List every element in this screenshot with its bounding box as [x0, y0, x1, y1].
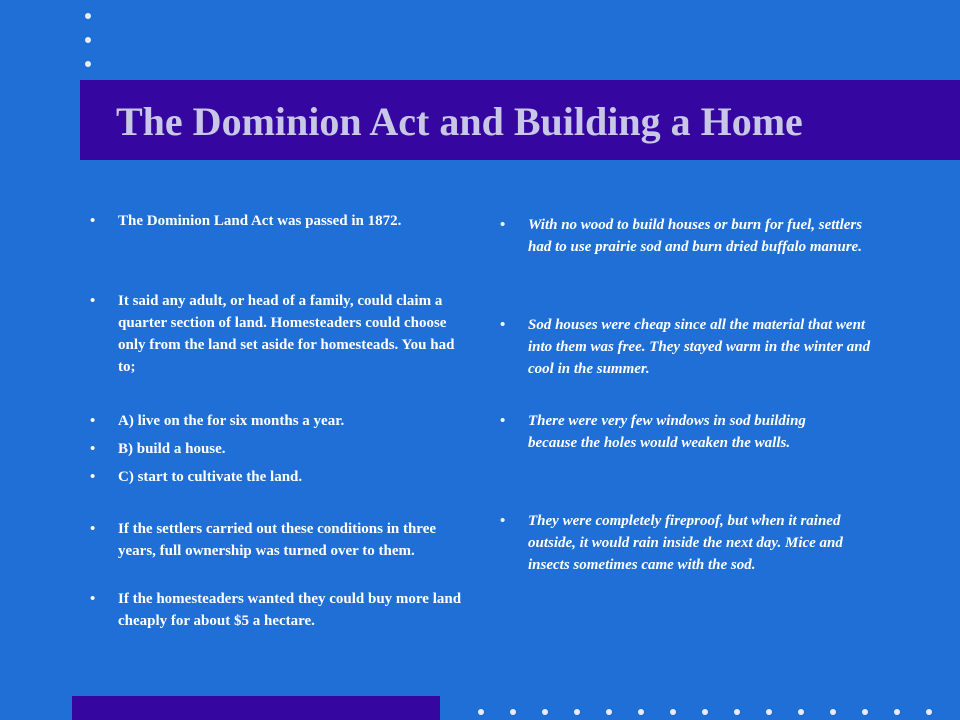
list-item: [90, 466, 485, 488]
bullet-mark: •: [90, 293, 96, 309]
bullet-mark: •: [90, 441, 96, 457]
bullet-text: With no wood to build houses or burn for fuel, settlers had to use prairie sod and burn dried buffalo manure.: [528, 217, 863, 255]
list-item: [90, 410, 485, 432]
decor-dot: [638, 709, 644, 715]
decor-dot: [894, 709, 900, 715]
decor-dot: [798, 709, 804, 715]
decor-dot: [734, 709, 740, 715]
bullet-mark: •: [90, 591, 96, 607]
bullet-mark: •: [500, 217, 506, 233]
decor-dot: [574, 709, 580, 715]
decor-dot: [85, 13, 91, 19]
bullet-mark: •: [500, 513, 506, 529]
decor-dot: [606, 709, 612, 715]
list-item: [90, 518, 485, 562]
list-item: [500, 510, 885, 576]
bullet-mark: •: [90, 413, 96, 429]
list-item: [90, 290, 485, 378]
slide-title: The Dominion Act and Building a Home: [116, 99, 803, 144]
decor-dot: [926, 709, 932, 715]
bullet-text: C) start to cultivate the land.: [118, 469, 303, 485]
bullet-mark: •: [500, 413, 506, 429]
bullet-text: Sod houses were cheap since all the material that went into them was free. They stayed warm in the winter and cool in the summer.: [528, 317, 871, 377]
bullet-text: There were very few windows in sod building because the holes would weaken the walls.: [528, 413, 806, 451]
decor-dot: [510, 709, 516, 715]
bullet-mark: •: [500, 317, 506, 333]
decor-dot: [478, 709, 484, 715]
list-item: [500, 410, 885, 454]
decor-dot: [85, 37, 91, 43]
decor-dot: [85, 61, 91, 67]
list-item: [90, 588, 485, 632]
bullet-text: It said any adult, or head of a family, could claim a quarter section of land. Homesteaders could choose only from the land set aside for homesteads. You had to;: [118, 293, 455, 375]
list-item: [500, 214, 885, 258]
bullet-text: A) live on the for six months a year.: [118, 413, 345, 429]
bullet-text: The Dominion Land Act was passed in 1872.: [118, 213, 402, 229]
list-item: [90, 438, 485, 460]
decor-dot: [830, 709, 836, 715]
bullet-mark: •: [90, 469, 96, 485]
bullet-text: If the settlers carried out these conditions in three years, full ownership was turned over to them.: [118, 521, 437, 559]
decor-dot: [766, 709, 772, 715]
list-item: [500, 314, 885, 380]
bullet-text: They were completely fireproof, but when it rained outside, it would rain inside the next day. Mice and insects sometimes came with the sod.: [528, 513, 843, 573]
list-item: [90, 210, 485, 232]
decor-dot: [862, 709, 868, 715]
decor-dot: [702, 709, 708, 715]
bullet-mark: •: [90, 521, 96, 537]
footer-band: [72, 696, 440, 720]
bullet-mark: •: [90, 213, 96, 229]
bullet-text: B) build a house.: [118, 441, 226, 457]
decor-dot: [670, 709, 676, 715]
bullet-text: If the homesteaders wanted they could buy more land cheaply for about $5 a hectare.: [118, 591, 462, 629]
decor-dot: [542, 709, 548, 715]
